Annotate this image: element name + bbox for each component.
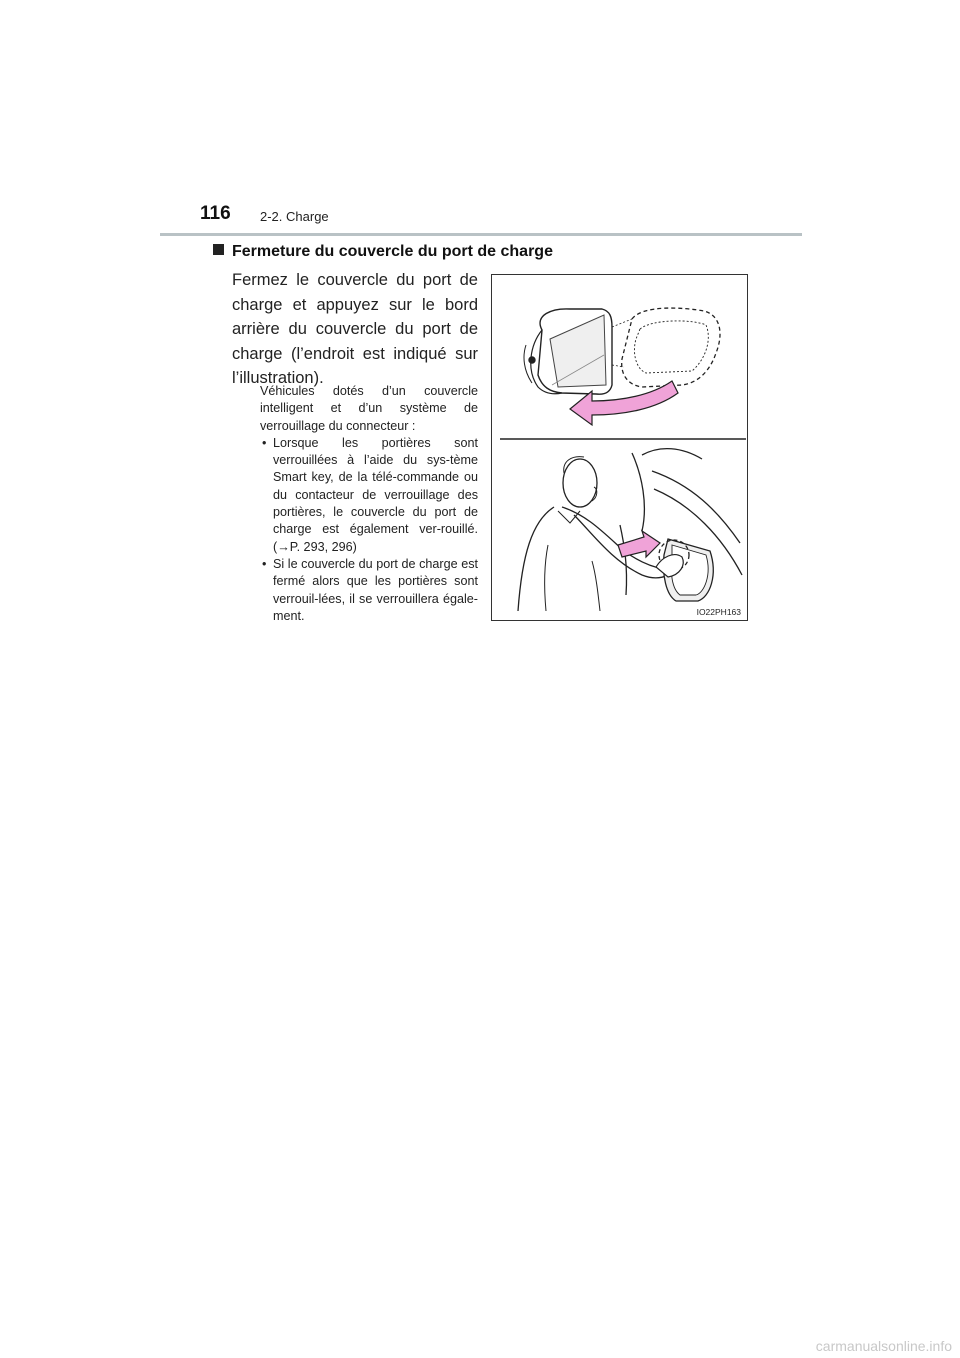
bullet-text: Lorsque les portières sont verrouillées à l’aide du sys-tème Smart key, de la télé-commande ou du contacteur de verrouillage des portières, le couvercle du port de charge est également ver-rouillé. (→P. 293, 296) (273, 435, 478, 554)
heading-text: Fermeture du couvercle du port de charge (232, 243, 553, 260)
heading-square-icon (213, 244, 224, 255)
note-bullet-2 (260, 556, 478, 625)
watermark: carmanualsonline.info (815, 1338, 952, 1354)
page-number: 116 (200, 203, 231, 224)
note-bullet-1 (260, 435, 478, 556)
press-direction-arrow (618, 531, 660, 557)
instruction-paragraph: Fermez le couvercle du port de charge et appuyez sur le bord arrière du couvercle du port de charge (l’endroit est indiqué sur l’illustration). (232, 271, 478, 387)
figure-code: IO22PH163 (696, 607, 741, 617)
section-heading (213, 243, 553, 261)
charge-port-illustration (492, 275, 749, 622)
section-title: 2-2. Charge (260, 209, 329, 224)
bullet-dot-icon: • (262, 556, 267, 571)
note-block (260, 383, 478, 625)
closed-lid-drawing (524, 309, 612, 394)
car-body-drawing (620, 449, 742, 601)
open-lid-dashed-drawing (612, 308, 720, 387)
bullet-text: Si le couvercle du port de charge est fermé alors que les portières sont verrouil-lées, il se verrouillera égale-ment. (273, 556, 478, 623)
bullet-dot-icon: • (262, 435, 267, 450)
note-intro: Véhicules dotés d’un couvercle intelligent et d’un système de verrouillage du connecteur : (260, 384, 478, 433)
header-divider (160, 233, 802, 236)
illustration-figure (491, 274, 748, 621)
